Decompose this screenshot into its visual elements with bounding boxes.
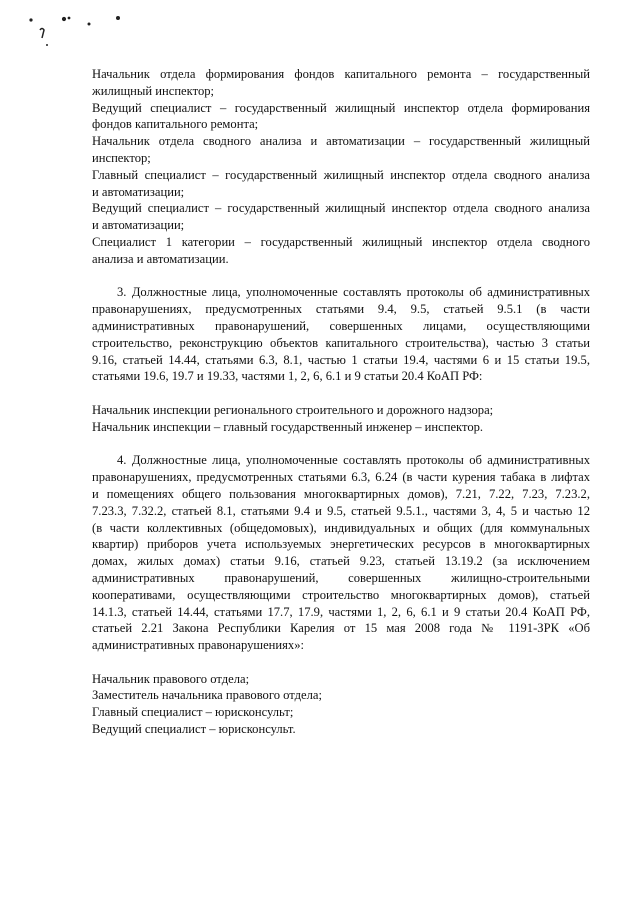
- text-line: Ведущий специалист – государственный жилищный инспектор отдела сводного анализа: [92, 201, 590, 216]
- section-paragraph-3: [92, 284, 590, 385]
- section-legal-department: [92, 671, 590, 738]
- paragraph-gap: [92, 385, 590, 402]
- text-line: Специалист 1 категории – государственный жилищный инспектор отдела сводного: [92, 234, 590, 249]
- text-line: кооперативами, осуществляющими строительство многоквартирных домов), статьей: [92, 587, 590, 602]
- text-line: фондов капитального ремонта;: [92, 117, 259, 132]
- text-line: Заместитель начальника правового отдела;: [92, 688, 322, 703]
- section-construction-inspectors: [92, 402, 590, 436]
- text-line: жилищный инспектор;: [92, 83, 215, 98]
- paragraph-gap: [92, 268, 590, 285]
- text-line: домах, жилых домах) статьи 9.16, статьей 9.23, статьей 13.19.2 (за исключением: [92, 554, 590, 569]
- text-line: анализа и автоматизации.: [92, 251, 229, 266]
- text-line: статьями 19.6, 19.7 и 19.33, частями 1, 2, 6, 6.1 и 9 статьи 20.4 КоАП РФ:: [92, 369, 483, 384]
- scan-specks: [0, 0, 640, 60]
- paragraph-gap: [92, 654, 590, 671]
- text-line: правонарушениях, предусмотренных статьями 9.4, 9.5, статьей 9.5.1 (в части: [92, 302, 590, 317]
- text-line: Начальник отдела формирования фондов капитального ремонта – государственный: [92, 67, 590, 81]
- section-inspectors-list: [92, 66, 590, 268]
- section-paragraph-4: [92, 452, 590, 654]
- text-line: строительство, реконструкцию объектов капитального строительства), частью 3 статьи: [92, 335, 590, 350]
- text-line: и автоматизации;: [92, 184, 185, 199]
- text-line: и автоматизации;: [92, 218, 185, 233]
- text-line: административных правонарушениях»:: [92, 638, 305, 653]
- text-line: 3. Должностные лица, уполномоченные составлять протоколы об административных: [117, 285, 590, 300]
- text-line: Начальник инспекции регионального строительного и дорожного надзора;: [92, 402, 494, 417]
- text-line: 9.16, статьей 14.44, статьями 6.3, 8.1, частью 1 статьи 19.4, частями 6 и 15 статьи 19.5,: [92, 352, 590, 367]
- text-line: Начальник правового отдела;: [92, 671, 250, 686]
- text-line: статьей 2.21 Закона Республики Карелия от 15 мая 2008 года № 1191-ЗРК «Об: [92, 621, 590, 636]
- text-line: Ведущий специалист – государственный жилищный инспектор отдела формирования: [92, 100, 590, 115]
- document-page: [92, 66, 590, 738]
- text-line: Главный специалист – юрисконсульт;: [92, 705, 294, 720]
- text-line: правонарушениях, предусмотренных статьями 6.3, 6.24 (в части курения табака в лифтах: [92, 470, 590, 485]
- text-line: Начальник инспекции – главный государственный инженер – инспектор.: [92, 419, 484, 434]
- paragraph-gap: [92, 436, 590, 453]
- text-line: инспектор;: [92, 150, 151, 165]
- text-line: административных правонарушений, совершенных лицами, осуществляющими: [92, 318, 590, 333]
- text-line: Ведущий специалист – юрисконсульт.: [92, 722, 296, 737]
- text-line: квартир) приборов учета используемых энергетических ресурсов в многоквартирных: [92, 537, 590, 552]
- text-line: административных правонарушений, совершенных жилищно-строительными: [92, 570, 590, 585]
- text-line: 4. Должностные лица, уполномоченные составлять протоколы об административных: [117, 453, 590, 468]
- text-line: Главный специалист – государственный жилищный инспектор отдела сводного анализа: [92, 167, 590, 182]
- text-line: и помещениях общего пользования многоквартирных домов), 7.21, 7.22, 7.23, 7.23.2,: [92, 486, 590, 501]
- text-line: 7.23.3, 7.32.2, статьей 8.1, статьями 9.4 и 9.5, статьей 9.5.1., частями 3, 4, 5 и частью 12: [92, 503, 590, 518]
- text-line: (в части коллективных (общедомовых), индивидуальных и общих (для коммунальных: [92, 520, 590, 535]
- text-line: 14.1.3, статьей 14.44, статьями 17.7, 17.9, частями 1, 2, 6, 6.1 и 9 статьи 20.4 КоАП РФ,: [92, 604, 590, 619]
- text-line: Начальник отдела сводного анализа и автоматизации – государственный жилищный: [92, 134, 590, 149]
